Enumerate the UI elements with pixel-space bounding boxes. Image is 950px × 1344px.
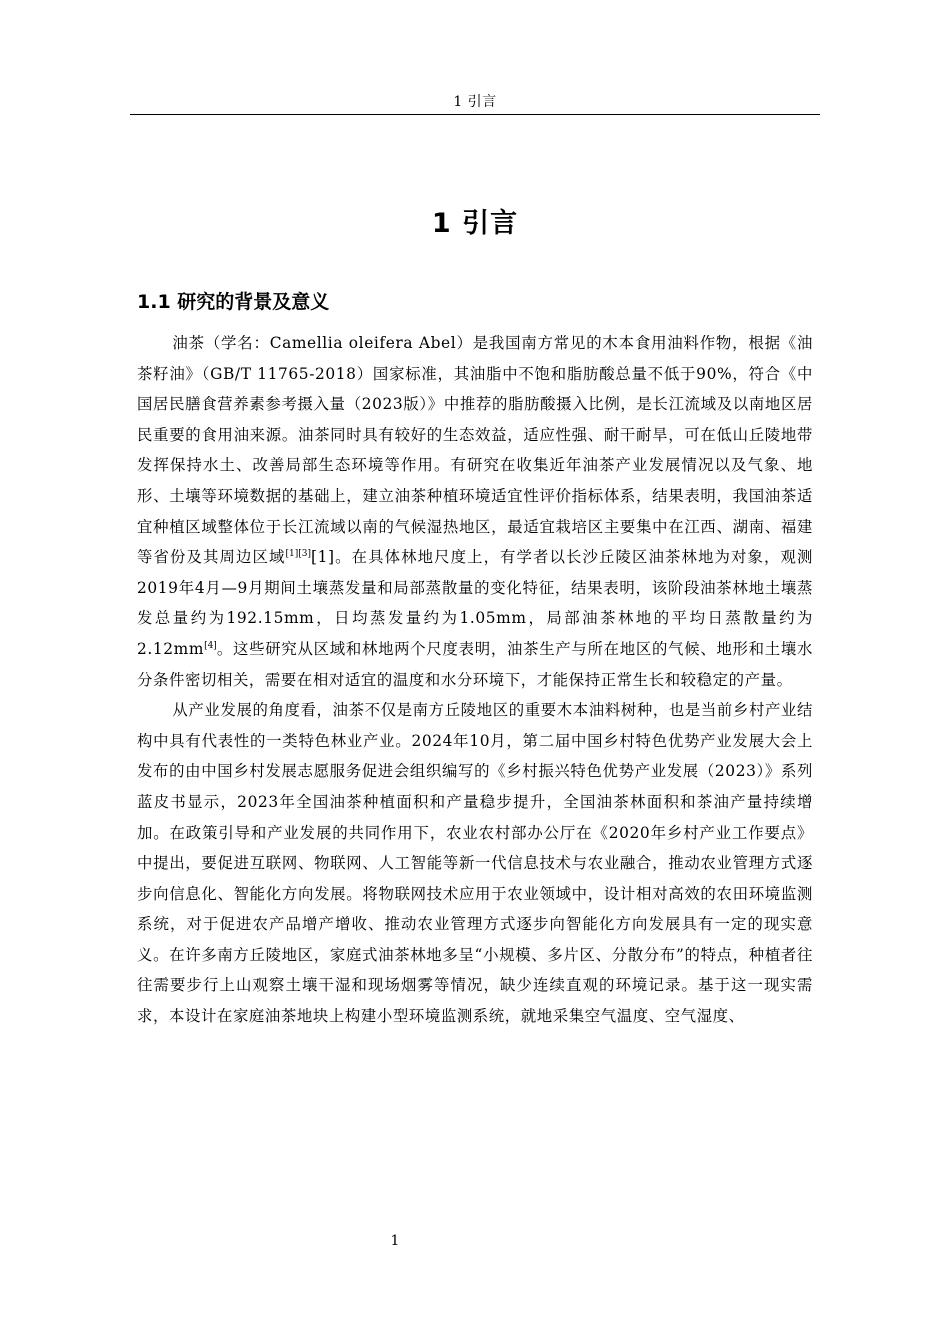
paragraph-1-part-1: 油茶（学名：Camellia oleifera Abel）是我国南方常见的木本食用油料作物，根据《油茶籽油》（GB/T 11765-2018）国家标准，其油脂中不饱和脂肪酸总量不低于90%，符合《中国居民膳食营养素参考摄入量（2023版）》中推荐的脂肪酸摄入比例，是长江流域及以南地区居民重要的食用油来源。油茶同时具有较好的生态效益，适应性强、耐干耐旱，可在低山丘陵地带发挥保持水土、改善局部生态环境等作用。有研究在收集近年油茶产业发展情况以及气象、地形、土壤等环境数据的基础上，建立油茶种植环境适宜性评价指标体系，结果表明，我国油茶适宜种植区域整体位于长江流域以南的气候湿热地区，最适宜栽培区主要集中在江西、湖南、福建等省份及其周边区域 — [137, 334, 813, 567]
paragraph-2: 从产业发展的角度看，油茶不仅是南方丘陵地区的重要木本油料树种，也是当前乡村产业结构中具有代表性的一类特色林业产业。2024年10月，第二届中国乡村特色优势产业发展大会上发布的由中国乡村发展志愿服务促进会组织编写的《乡村振兴特色优势产业发展（2023）》系列蓝皮书显示，2023年全国油茶种植面积和产量稳步提升，全国油茶林面积和茶油产量持续增加。在政策引导和产业发展的共同作用下，农业农村部办公厅在《2020年乡村产业工作要点》中提出，要促进互联网、物联网、人工智能等新一代信息技术与农业融合，推动农业管理方式逐步向信息化、智能化方向发展。将物联网技术应用于农业领域中，设计相对高效的农田环境监测系统，对于促进农产品增产增收、推动农业管理方式逐步向智能化方向发展具有一定的现实意义。在许多南方丘陵地区，家庭式油茶林地多呈“小规模、多片区、分散分布”的特点，种植者往往需要步行上山观察土壤干湿和现场烟雾等情况，缺少连续直观的环境记录。基于这一现实需求，本设计在家庭油茶地块上构建小型环境监测系统，就地采集空气温度、空气湿度、 — [137, 701, 813, 1026]
paragraph-1 — [137, 328, 813, 695]
body-text — [137, 328, 813, 1032]
page-number: 1 — [390, 1233, 400, 1249]
citation-superscript: [4] — [204, 640, 217, 651]
header-rule — [130, 114, 820, 115]
paragraph-1-part-2: [1]。在具体林地尺度上，有学者以长沙丘陵区油茶林地为对象，观测2019年4月—9月期间土壤蒸发量和局部蒸散量的变化特征，结果表明，该阶段油茶林地土壤蒸发总量约为192.15mm，日均蒸发量约为1.05mm，局部油茶林地的平均日蒸散量约为2.12mm — [137, 548, 813, 658]
citation-superscript: [1][3] — [285, 549, 311, 560]
chapter-title: 1 引言 — [431, 208, 519, 239]
paragraph-1-part-3: 。这些研究从区域和林地两个尺度表明，油茶生产与所在地区的气候、地形和土壤水分条件密切相关，需要在相对适宜的温度和水分环境下，才能保持正常生长和较稳定的产量。 — [137, 639, 813, 689]
section-title: 1.1 研究的背景及意义 — [137, 291, 330, 313]
running-header: 1 引言 — [453, 94, 497, 110]
